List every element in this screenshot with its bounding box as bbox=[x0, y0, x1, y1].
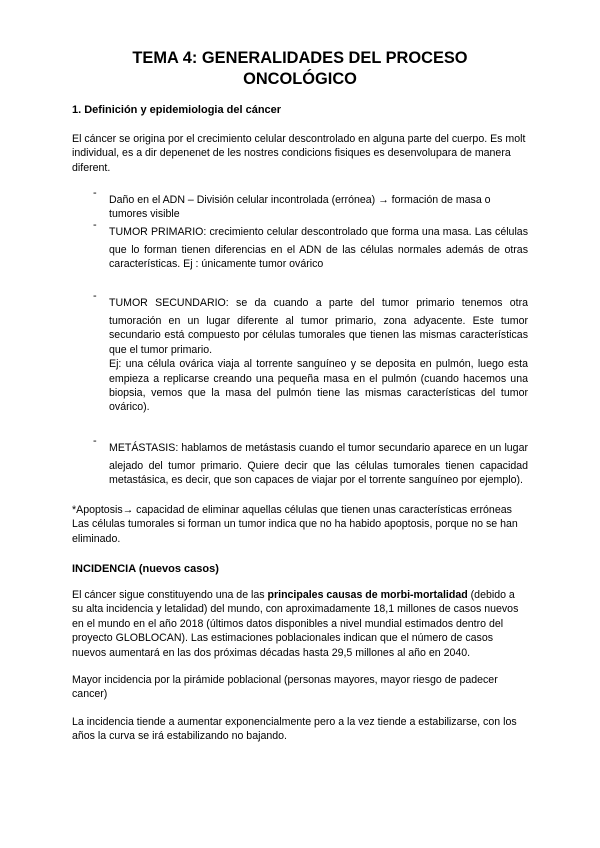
incidencia-bold-text: principales causas de morbi-mortalidad bbox=[267, 588, 468, 601]
page-title: TEMA 4: GENERALIDADES DEL PROCESO ONCOLÓGICO bbox=[132, 49, 468, 88]
dash-marker: - bbox=[93, 218, 97, 231]
incidencia-text: El cáncer sigue constituyendo una de las bbox=[72, 588, 268, 601]
dash-marker: - bbox=[93, 434, 97, 447]
bullet-text: lugar alejado del tumor primario. Quiere decir que las células tumorales tienen capacidad metastásica, es decir, que son capaces de viajar por el torrente sanguíneo por ejemplo). bbox=[109, 441, 528, 487]
tendencia-paragraph: La incidencia tiende a aumentar exponencialmente pero a la vez tiende a estabilizarse, con los años la curva se irá estabilizando no bajando. bbox=[72, 715, 517, 743]
bullet-text: tumoración en un lugar diferente al tumor primario, zona adyacente. Este tumor secundario está compuesto por células tumorales que tienen las mismas características que el tumor primario. bbox=[109, 314, 528, 356]
piramide-paragraph: Mayor incidencia por la pirámide poblacional (personas mayores, mayor riesgo de padecer cancer) bbox=[72, 674, 498, 701]
bullet-example: Ej: una célula ovárica viaja al torrente sanguíneo y se deposita en pulmón, luego esta empieza a replicarse creando una pequeña masa en el pulmón (cuando hacemos una biopsia, vemos que la masa del pulmón tiene las mismas características del tumor ovárico). bbox=[109, 358, 528, 414]
list-item bbox=[93, 187, 528, 222]
dash-marker: - bbox=[93, 187, 97, 200]
apoptosis-definition: *Apoptosis→ capacidad de eliminar aquellas células que tienen unas características erróneas bbox=[72, 503, 512, 516]
apoptosis-note: Las células tumorales si forman un tumor indica que no ha habido apoptosis, porque no se han eliminado. bbox=[72, 518, 518, 545]
incidencia-text: (debido a su alta incidencia y letalidad) del mundo, con aproximadamente 18,1 millones de casos nuevos en el mundo en el año 2018 (últimos datos disponibles a nivel mundial estimados dentro del proyecto GLOBLOCAN). Las estimaciones poblacionales indican que el número de casos nuevos aumentará en las dos próximas décadas hasta 29,5 millones al año en 2040. bbox=[72, 588, 519, 659]
dash-marker: - bbox=[93, 289, 97, 302]
intro-paragraph: El cáncer se origina por el crecimiento celular descontrolado en alguna parte del cuerpo. Es molt individual, es a dir depenenet de les nostres condicions fisiques es desenvolupara de manera diferent. bbox=[72, 132, 526, 174]
bullet-line: METÁSTASIS: hablamos de metástasis cuando el tumor secundario aparece en un bbox=[109, 441, 502, 454]
incidencia-paragraph bbox=[72, 588, 528, 660]
section-heading-incidencia: INCIDENCIA (nuevos casos) bbox=[72, 563, 219, 576]
list-item bbox=[93, 289, 528, 415]
section-heading-definicion: 1. Definición y epidemiologia del cáncer bbox=[72, 104, 282, 116]
list-item bbox=[93, 218, 528, 272]
bullet-line: TUMOR SECUNDARIO: se da cuando a parte del tumor primario tenemos otra bbox=[109, 296, 528, 309]
bullet-line: Daño en el ADN – División celular incontrolada (errónea) → formación de masa o bbox=[109, 194, 491, 207]
bullet-line: tumores visible bbox=[109, 208, 180, 221]
list-item bbox=[93, 434, 528, 488]
bullet-list bbox=[72, 187, 528, 488]
bullet-line: TUMOR PRIMARIO: crecimiento celular descontrolado que forma una masa. Las bbox=[109, 225, 492, 238]
bullet-text: células que lo forman tienen diferencias en el ADN de las células normales además de otras características. Ej : únicamente tumor ovárico bbox=[109, 225, 528, 271]
